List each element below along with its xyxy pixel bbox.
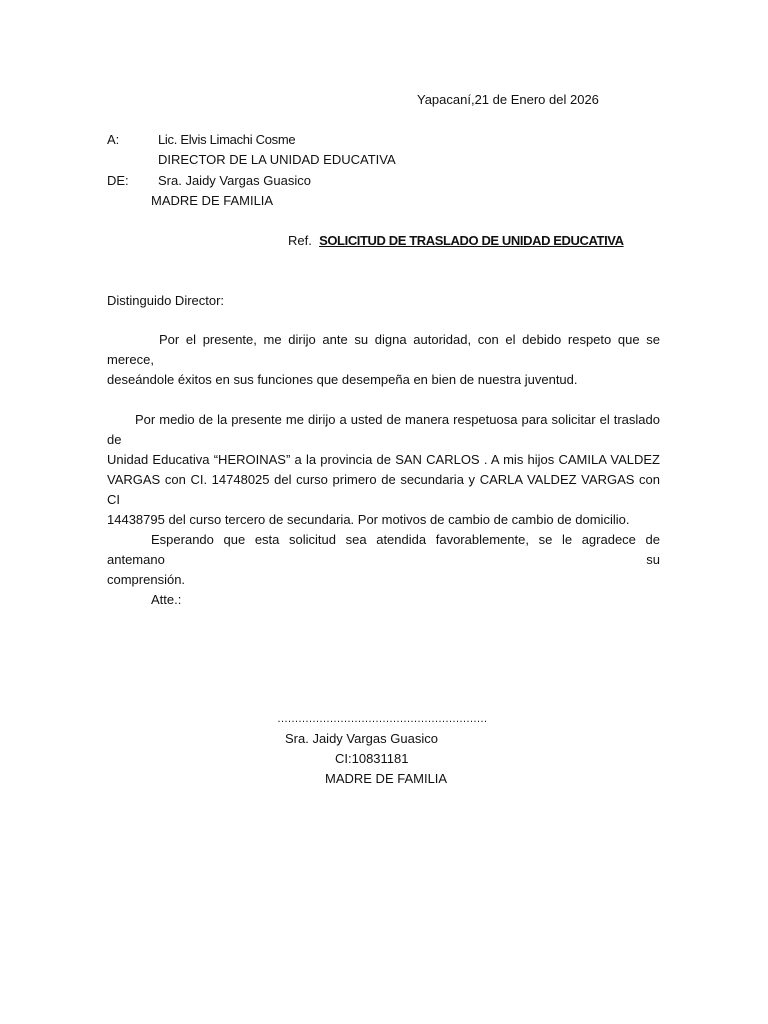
sender-title: MADRE DE FAMILIA (151, 193, 274, 208)
paragraph-line: Por medio de la presente me dirijo a usted de manera respetuosa para solicitar el traslado de (107, 412, 660, 447)
paragraph-greeting (107, 330, 660, 390)
paragraph-line: comprensión. (107, 572, 186, 587)
from-label: DE: (107, 173, 129, 188)
paragraph-closing (107, 530, 660, 590)
paragraph-line: VARGAS con CI. 14748025 del curso primero de secundaria y CARLA VALDEZ VARGAS con CI (107, 472, 660, 507)
closing: Atte.: (151, 592, 182, 607)
signer-title: MADRE DE FAMILIA (325, 771, 448, 786)
paragraph-line: Unidad Educativa “HEROINAS” a la provincia de SAN CARLOS . A mis hijos CAMILA VALDEZ (107, 452, 660, 467)
reference (288, 231, 624, 251)
signer-ci: CI:10831181 (335, 751, 409, 766)
reference-label: Ref. (288, 233, 312, 248)
paragraph-line: Por el presente, me dirijo ante su digna autoridad, con el debido respeto que se merece, (107, 332, 660, 367)
reference-title: SOLICITUD DE TRASLADO DE UNIDAD EDUCATIVA (319, 233, 624, 248)
signer-name: Sra. Jaidy Vargas Guasico (285, 731, 438, 746)
recipient-title: DIRECTOR DE LA UNIDAD EDUCATIVA (158, 152, 396, 167)
sender-name: Sra. Jaidy Vargas Guasico (158, 173, 311, 188)
paragraph-line: Esperando que esta solicitud sea atendida favorablemente, se le agradece de antemano su (107, 532, 660, 567)
place-date: Yapacaní,21 de Enero del 2026 (417, 92, 599, 107)
signature-line: …………………………………………………… (277, 713, 487, 725)
paragraph-line: deseándole éxitos en sus funciones que desempeña en bien de nuestra juventud. (107, 372, 578, 387)
to-label: A: (107, 132, 120, 147)
salutation: Distinguido Director: (107, 293, 225, 308)
paragraph-line: 14438795 del curso tercero de secundaria. Por motivos de cambio de cambio de domicilio. (107, 512, 630, 527)
recipient-name: Lic. Elvis Limachi Cosme (158, 132, 296, 147)
paragraph-request (107, 410, 660, 530)
